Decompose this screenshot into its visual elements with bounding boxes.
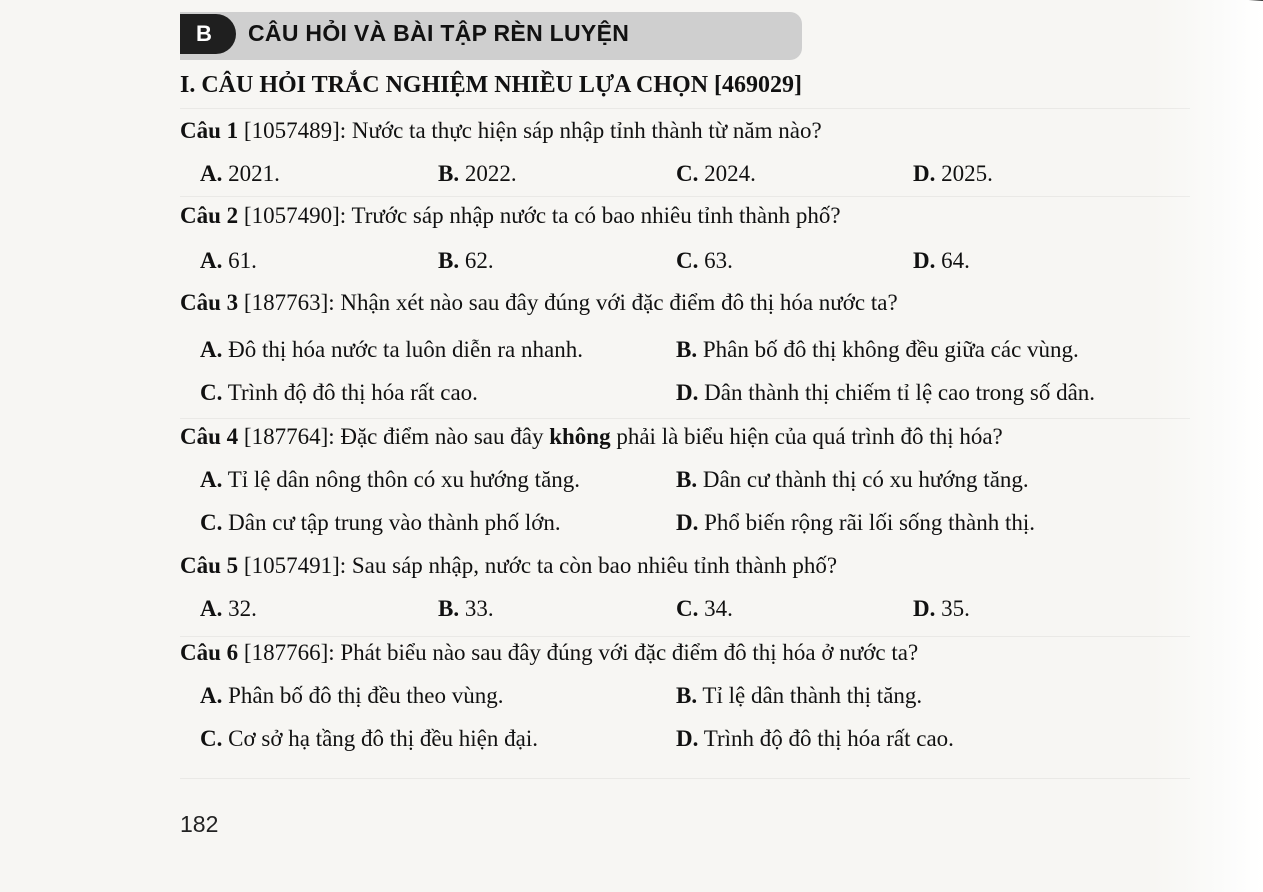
option-text: Dân cư thành thị có xu hướng tăng. [697, 467, 1029, 492]
option-text: 35. [935, 596, 970, 621]
option-letter: A. [200, 161, 223, 186]
option-text: Dân thành thị chiếm tỉ lệ cao trong số dân. [698, 380, 1096, 405]
option-letter: C. [676, 596, 699, 621]
option-text: Phân bố đô thị không đều giữa các vùng. [697, 337, 1079, 362]
question-label: Câu 4 [180, 424, 239, 449]
option-letter: D. [676, 380, 699, 405]
option-text: Cơ sở hạ tầng đô thị đều hiện đại. [222, 726, 538, 751]
option-text: Dân cư tập trung vào thành phố lớn. [222, 510, 561, 535]
option-4b [676, 467, 1029, 493]
option-text: 64. [935, 248, 970, 273]
option-text: 32. [222, 596, 257, 621]
option-letter: C. [200, 380, 223, 405]
page-edge [1153, 0, 1263, 892]
option-letter: A. [200, 337, 223, 362]
option-text: 2024. [698, 161, 756, 186]
option-letter: B. [676, 683, 698, 708]
option-2c [676, 248, 733, 274]
option-1c [676, 161, 756, 187]
option-4c [200, 510, 561, 536]
question-3 [180, 290, 898, 316]
option-letter: B. [676, 337, 698, 362]
option-2a [200, 248, 257, 274]
option-4d [676, 510, 1035, 536]
option-letter: D. [913, 248, 936, 273]
page-number: 182 [180, 811, 219, 837]
option-6a [200, 683, 503, 709]
question-text: [1057491]: Sau sáp nhập, nước ta còn bao nhiêu tỉnh thành phố? [238, 553, 838, 578]
question-label: Câu 2 [180, 203, 239, 228]
option-text: 2022. [459, 161, 517, 186]
option-3b [676, 337, 1079, 363]
question-label: Câu 1 [180, 118, 239, 143]
option-3d [676, 380, 1095, 406]
ghost-line [180, 418, 1190, 419]
option-letter: A. [200, 248, 223, 273]
option-3a [200, 337, 583, 363]
option-letter: B. [676, 467, 698, 492]
question-text-end: phải là biểu hiện của quá trình đô thị hóa? [610, 424, 1003, 449]
option-letter: A. [200, 596, 223, 621]
question-1 [180, 118, 822, 144]
section-heading: I. CÂU HỎI TRẮC NGHIỆM NHIỀU LỰA CHỌN [469029] [180, 72, 803, 98]
option-text: Phân bố đô thị đều theo vùng. [222, 683, 504, 708]
option-4a [200, 467, 580, 493]
option-letter: D. [913, 596, 936, 621]
option-letter: D. [676, 726, 699, 751]
question-label: Câu 3 [180, 290, 239, 315]
option-letter: D. [676, 510, 699, 535]
option-1a [200, 161, 280, 187]
option-5d [913, 596, 970, 622]
option-letter: B. [438, 161, 460, 186]
question-6 [180, 640, 918, 666]
question-5 [180, 553, 837, 579]
ghost-line [180, 196, 1190, 197]
option-text: 62. [459, 248, 494, 273]
option-6b [676, 683, 922, 709]
option-text: 2021. [222, 161, 280, 186]
option-letter: B. [438, 248, 460, 273]
option-letter: C. [676, 161, 699, 186]
option-letter: C. [200, 726, 223, 751]
banner-title: CÂU HỎI VÀ BÀI TẬP RÈN LUYỆN [248, 20, 630, 46]
question-text: [187763]: Nhận xét nào sau đây đúng với đặc điểm đô thị hóa nước ta? [238, 290, 898, 315]
option-5c [676, 596, 733, 622]
option-6c [200, 726, 538, 752]
question-text: [187764]: Đặc điểm nào sau đây [238, 424, 550, 449]
option-6d [676, 726, 954, 752]
option-text: 34. [698, 596, 733, 621]
question-4 [180, 424, 1003, 450]
question-label: Câu 5 [180, 553, 239, 578]
question-text: [187766]: Phát biểu nào sau đây đúng với đặc điểm đô thị hóa ở nước ta? [238, 640, 919, 665]
question-2 [180, 203, 841, 229]
option-text: Trình độ đô thị hóa rất cao. [222, 380, 478, 405]
ghost-line [180, 778, 1190, 779]
option-text: 63. [698, 248, 733, 273]
option-2d [913, 248, 970, 274]
question-text: [1057490]: Trước sáp nhập nước ta có bao nhiêu tỉnh thành phố? [238, 203, 841, 228]
option-letter: A. [200, 467, 223, 492]
option-2b [438, 248, 494, 274]
option-5a [200, 596, 257, 622]
option-text: 2025. [935, 161, 993, 186]
question-emphasis: không [549, 424, 611, 449]
option-text: Tỉ lệ dân thành thị tăng. [697, 683, 923, 708]
option-letter: C. [676, 248, 699, 273]
question-label: Câu 6 [180, 640, 239, 665]
option-1b [438, 161, 517, 187]
option-letter: D. [913, 161, 936, 186]
option-text: Tỉ lệ dân nông thôn có xu hướng tăng. [222, 467, 581, 492]
option-letter: C. [200, 510, 223, 535]
option-text: Phổ biến rộng rãi lối sống thành thị. [698, 510, 1036, 535]
option-text: 33. [459, 596, 494, 621]
option-5b [438, 596, 494, 622]
option-text: Trình độ đô thị hóa rất cao. [698, 726, 954, 751]
option-letter: B. [438, 596, 460, 621]
option-text: 61. [222, 248, 257, 273]
option-letter: A. [200, 683, 223, 708]
option-text: Đô thị hóa nước ta luôn diễn ra nhanh. [222, 337, 583, 362]
question-text: [1057489]: Nước ta thực hiện sáp nhập tỉnh thành từ năm nào? [238, 118, 822, 143]
ghost-line [180, 108, 1190, 109]
ghost-line [180, 636, 1190, 637]
option-3c [200, 380, 478, 406]
section-badge: B [180, 14, 236, 54]
option-1d [913, 161, 993, 187]
